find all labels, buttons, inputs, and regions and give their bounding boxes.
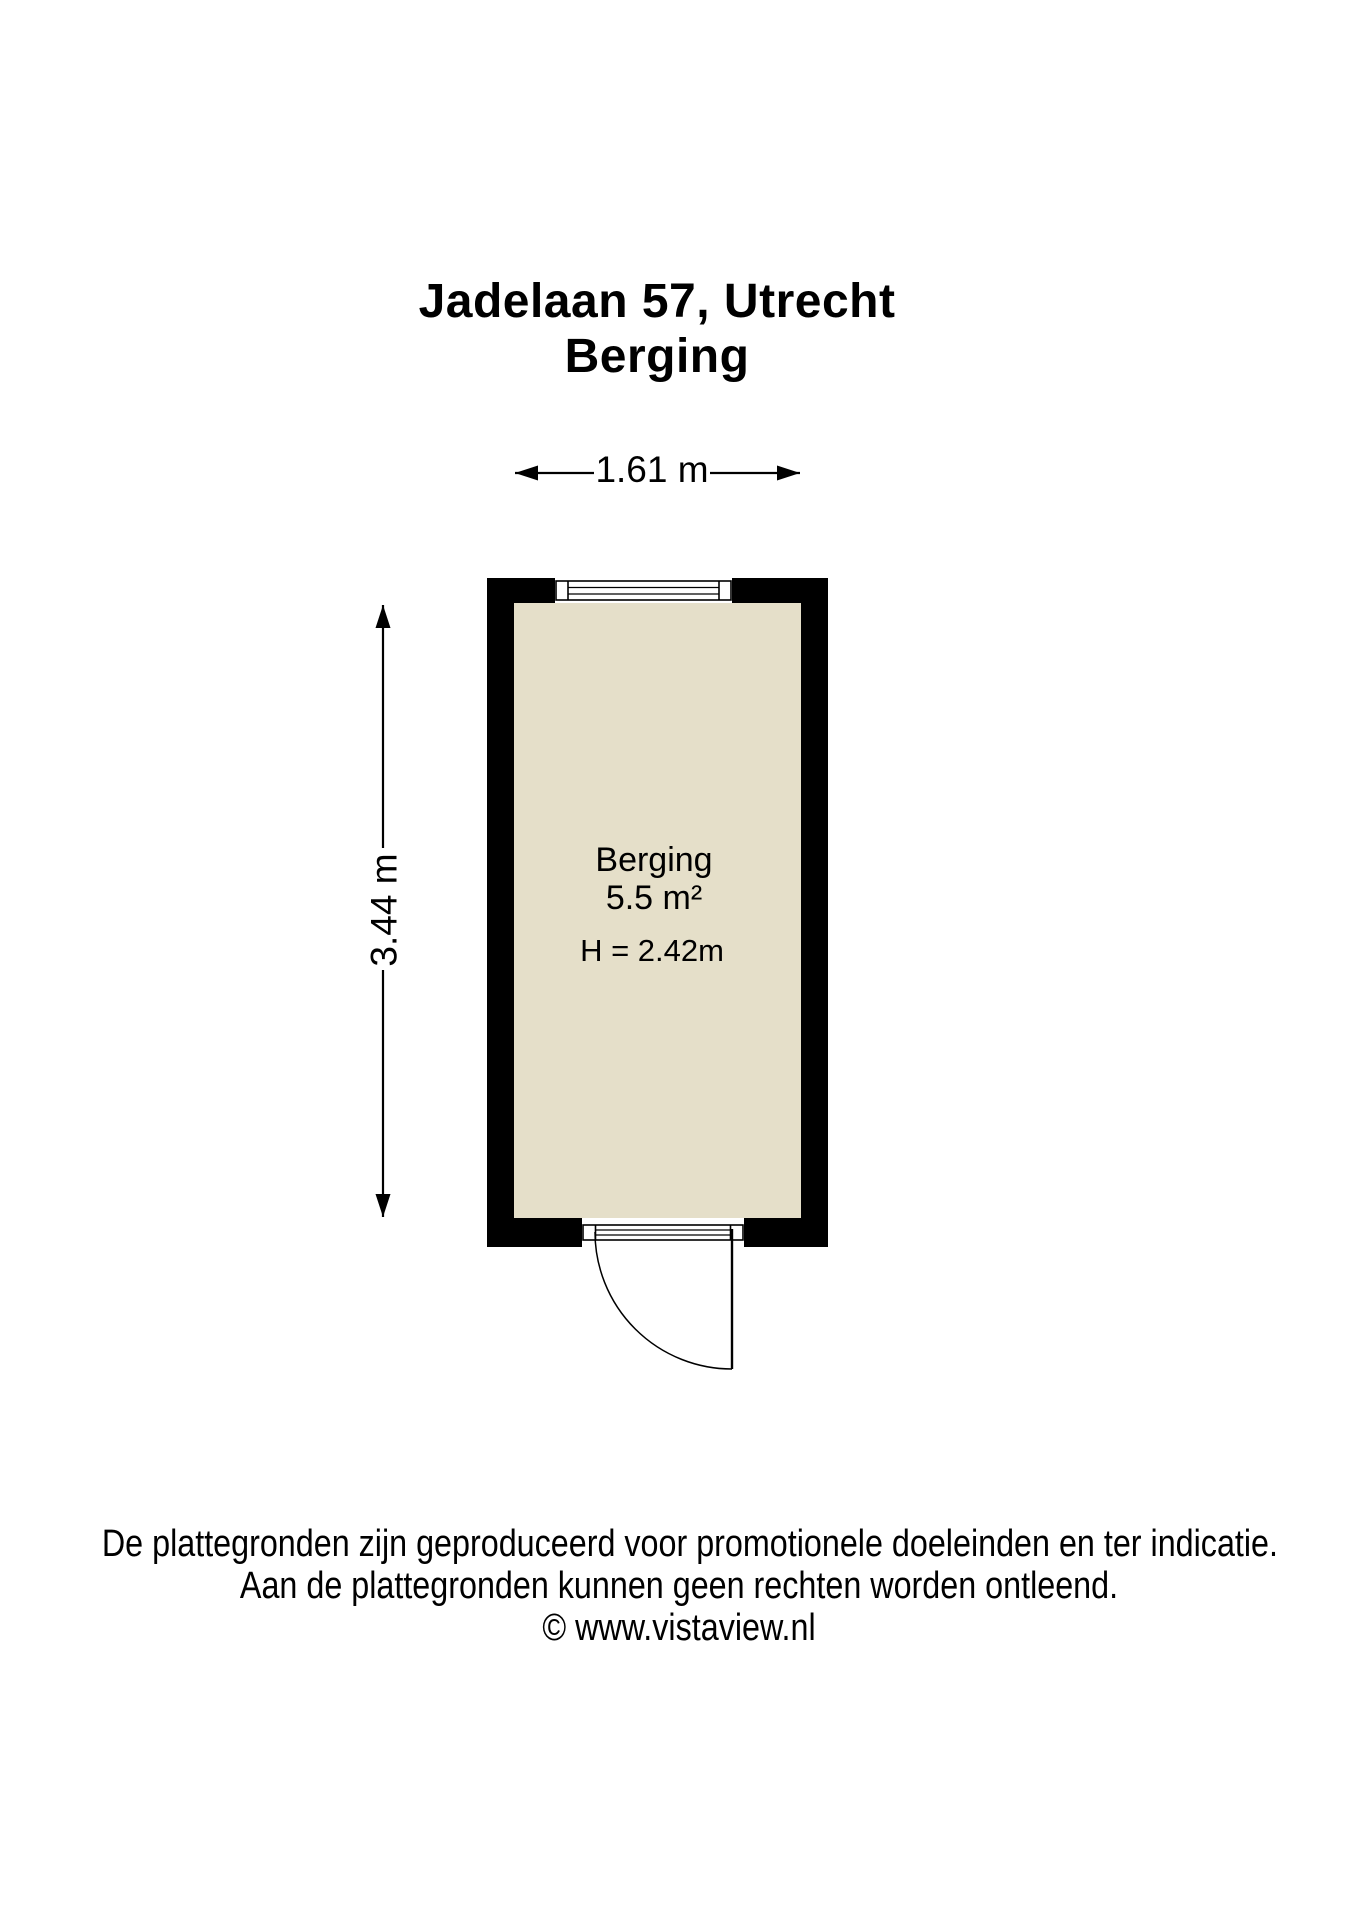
width-dimension-label: 1.61 m	[595, 449, 709, 490]
room-name-label: Berging	[595, 841, 713, 879]
door-threshold	[582, 1218, 744, 1247]
height-dimension-label: 3.44 m	[363, 853, 405, 967]
copyright-line: © www.vistaview.nl	[542, 1607, 816, 1649]
door-swing-arc-icon	[595, 1232, 732, 1369]
room-area-label: 5.5 m²	[605, 879, 703, 917]
disclaimer-line-1: De plattegronden zijn geproduceerd voor promotionele doeleinden en ter indicatie.	[101, 1523, 1278, 1565]
page-title-room: Berging	[564, 330, 750, 383]
disclaimer-line-2: Aan de plattegronden kunnen geen rechten worden ontleend.	[239, 1565, 1119, 1607]
page-title-address: Jadelaan 57, Utrecht	[418, 275, 896, 328]
window-icon	[555, 578, 732, 603]
room-ceiling-height-label: H = 2.42m	[580, 933, 724, 968]
